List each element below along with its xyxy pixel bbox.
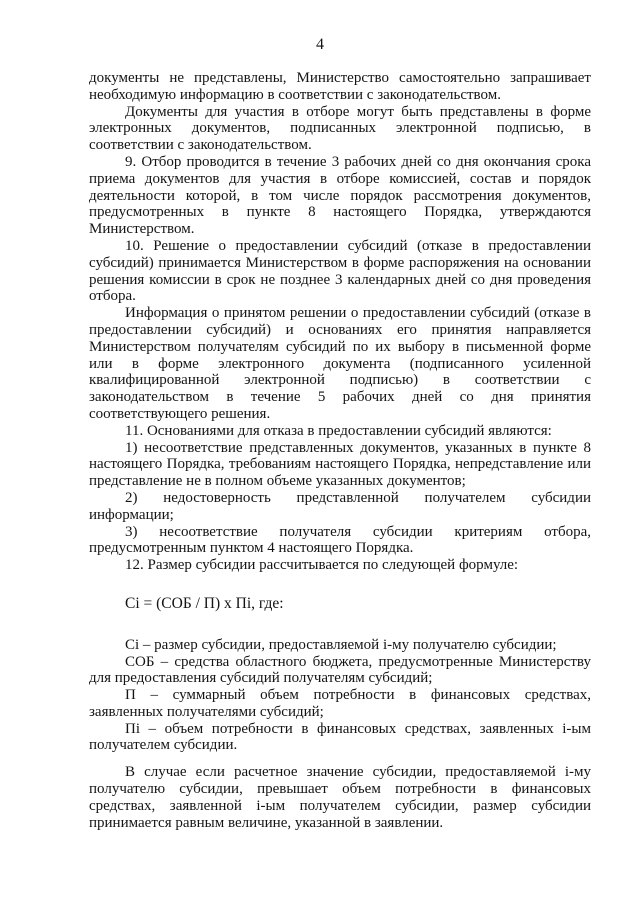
paragraph-continuation: документы не представлены, Министерство самостоятельно запрашивает необходимую информацию в соответствии с законодательством. (89, 70, 591, 103)
paragraph-closing: В случае если расчетное значение субсидии, предоставляемой i-му получателю субсидии, превышает объем потребности в финансовых средствах, заявленной i-ым получателем субсидии, размер субсидии принимается равным величине, указанной в заявлении. (89, 764, 591, 831)
paragraph-item-11-1: 1) несоответствие представленных документов, указанных в пункте 8 настоящего Порядка, требованиям настоящего Порядка, непредставление или представление не в полном объеме указанных документов; (89, 439, 591, 490)
paragraph-item-11: 11. Основаниями для отказа в предоставлении субсидий являются: (125, 422, 552, 439)
paragraph-item-10: 10. Решение о предоставлении субсидий (отказе в предоставлении субсидий) принимается Министерством в форме распоряжения на основании решения комиссии в срок не позднее 3 календарных дней со дня проведения отбора. (89, 237, 591, 305)
paragraph-item-11-2: 2) недостоверность представленной получателем субсидии информации; (89, 489, 591, 523)
subsidy-formula: Ci = (СОБ / П) х Пi, где: (125, 594, 284, 612)
document-body (89, 70, 591, 831)
definition-sob: СОБ – средства областного бюджета, предусмотренные Министерству для предоставления субсидий получателям субсидий; (89, 653, 591, 687)
paragraph-item-9: 9. Отбор проводится в течение 3 рабочих дней со дня окончания срока приема документов для участия в отборе комиссией, состав и порядок деятельности которой, в том числе порядок рассмотрения документов, предусмотренных в пункте 8 настоящего Порядка, утверждаются Министерством. (89, 153, 591, 238)
paragraph-item-12: 12. Размер субсидии рассчитывается по следующей формуле: (125, 557, 519, 574)
definition-p: П – суммарный объем потребности в финансовых средствах, заявленных получателями субсидий; (89, 687, 591, 720)
page-number: 4 (316, 36, 324, 53)
paragraph-decision-notice: Информация о принятом решении о предоставлении субсидий (отказе в предоставлении субсидий) и основаниях его принятия направляется Министерством получателям субсидий по их выбору в письменной форме или в форме электронного документа (подписанного усиленной квалифицированной электронной подписью) в соответствии с законодательством в течение 5 рабочих дней со дня принятия соответствующего решения. (89, 305, 591, 422)
paragraph-electronic-documents: Документы для участия в отборе могут быть представлены в форме электронных документов, подписанных электронной подписью, в соответствии с законодательством. (89, 103, 591, 154)
definition-pi: Пi – объем потребности в финансовых средствах, заявленных i-ым получателем субсидии. (89, 720, 591, 754)
definition-ci: Ci – размер субсидии, предоставляемой i-му получателю субсидии; (125, 636, 557, 653)
paragraph-item-11-3: 3) несоответствие получателя субсидии критериям отбора, предусмотренным пунктом 4 настоящего Порядка. (89, 523, 591, 557)
